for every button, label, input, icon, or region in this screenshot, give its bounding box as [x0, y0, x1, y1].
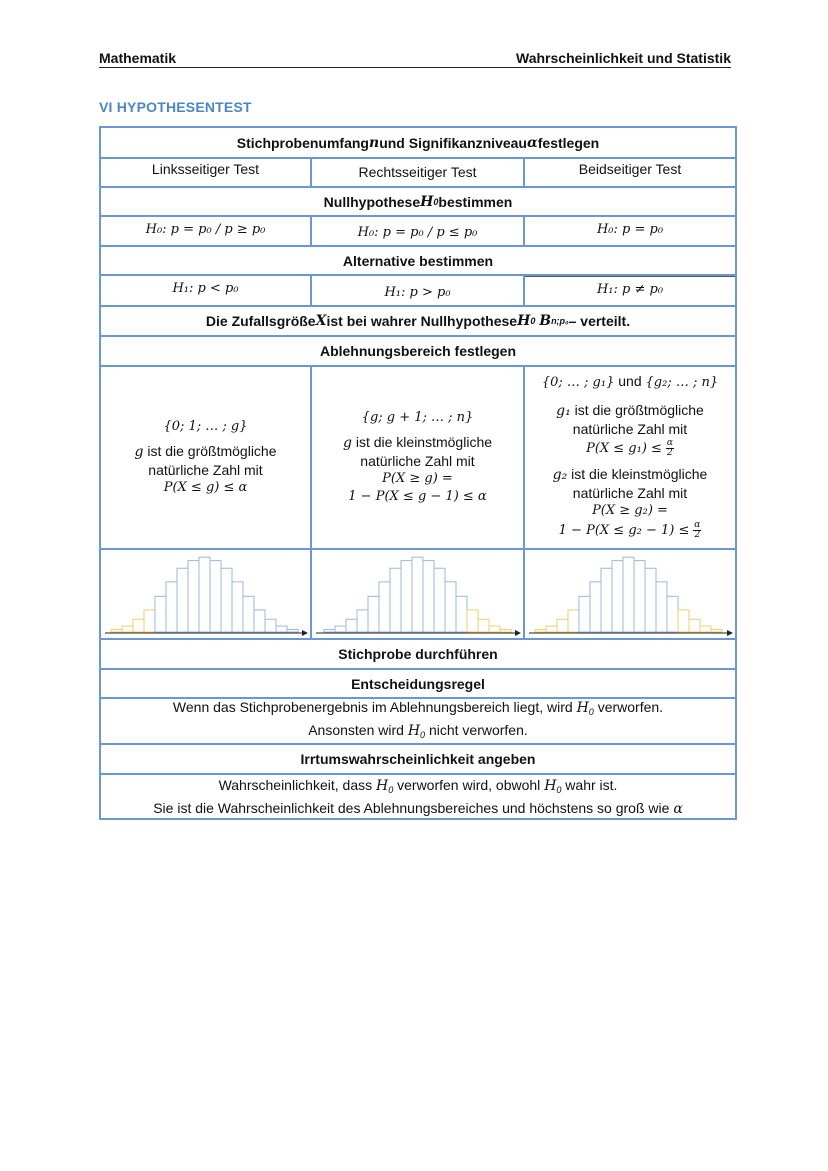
row-null-hypotheses — [101, 217, 735, 247]
row-rejection-heading — [101, 337, 735, 367]
acceptance-bar — [221, 568, 232, 632]
alt-hypothesis-left: H₁: p < p₀ — [101, 276, 312, 305]
error-heading: Irrtumswahrscheinlichkeit angeben — [300, 751, 536, 767]
rejection-bar — [133, 619, 144, 632]
row-null-heading — [101, 188, 735, 217]
rejection-middle — [312, 367, 525, 548]
acceptance-bar — [177, 568, 188, 632]
acceptance-bar — [379, 582, 390, 632]
alt-hypothesis-two-sided: H₁: p ≠ p₀ — [525, 276, 735, 305]
row-rejection-regions — [101, 367, 735, 550]
acceptance-bar — [390, 568, 401, 632]
rejection-left — [101, 367, 312, 548]
rejection-bar — [568, 610, 579, 632]
x-axis-arrow — [302, 630, 308, 636]
histogram-middle — [312, 550, 523, 638]
alt-hypothesis-right: H₁: p > p₀ — [312, 276, 525, 305]
acceptance-bar — [265, 619, 276, 632]
row-error-probability — [101, 775, 735, 818]
histogram-right — [525, 550, 735, 638]
rejection-bar — [489, 626, 500, 632]
row-sample — [101, 640, 735, 670]
rejection-bar — [122, 626, 133, 632]
rejection-bar — [700, 626, 711, 632]
acceptance-bar — [612, 561, 623, 632]
decision-heading: Entscheidungsregel — [351, 675, 485, 692]
acceptance-bar — [210, 561, 221, 632]
header-topic: Wahrscheinlichkeit und Statistik — [516, 50, 731, 66]
rejection-bar — [144, 610, 155, 632]
acceptance-bar — [634, 561, 645, 632]
acceptance-bar — [445, 582, 456, 632]
row-distribution — [101, 307, 735, 337]
acceptance-bar — [166, 582, 177, 632]
acceptance-bar — [456, 596, 467, 632]
acceptance-bar — [199, 557, 210, 632]
acceptance-bar — [623, 557, 634, 632]
acceptance-bar — [368, 596, 379, 632]
section-title: VI HYPOTHESENTEST — [99, 99, 252, 115]
hypothesis-test-table — [99, 126, 737, 820]
acceptance-bar — [287, 629, 298, 632]
rejection-bar — [557, 619, 568, 632]
null-hypothesis-right: H₀: p = p₀ / p ≤ p₀ — [312, 217, 525, 245]
rejection-left-text: g ist die größtmögliche natürliche Zahl mit P(X ≤ g) ≤ α — [134, 442, 277, 495]
rejection-bar — [711, 629, 722, 632]
rejection-two-sided — [525, 367, 735, 548]
acceptance-bar — [346, 619, 357, 632]
null-hypothesis-heading: Nullhypothese H 0 bestimmen — [323, 193, 513, 210]
rejection-bar — [478, 619, 489, 632]
alpha-half-fraction: $\frac{\alpha}{2}$ — [666, 437, 673, 458]
page-header — [99, 50, 731, 68]
rejection-heading: Ablehnungsbereich festlegen — [319, 343, 517, 359]
rejection-g2-text: g₂ ist die kleinstmögliche natürliche Zahl mit P(X ≥ g₂) = 1 − P(X ≤ g₂ − 1) ≤ $\frac{\alpha}{2}$ — [552, 466, 708, 540]
rejection-bar — [500, 629, 511, 632]
alternative-heading: Alternative bestimmen — [342, 252, 494, 269]
sample-heading: Stichprobe durchführen — [338, 646, 498, 662]
rejection-left-set: {0; 1; … ; g} — [163, 418, 248, 434]
row-test-types — [101, 159, 735, 188]
acceptance-bar — [324, 629, 335, 632]
acceptance-bar — [590, 582, 601, 632]
acceptance-bar — [601, 568, 612, 632]
acceptance-bar — [401, 561, 412, 632]
acceptance-bar — [423, 561, 434, 632]
acceptance-bar — [656, 582, 667, 632]
acceptance-bar — [232, 582, 243, 632]
rejection-bar — [111, 629, 122, 632]
row-error-heading — [101, 745, 735, 775]
x-axis-arrow — [727, 630, 733, 636]
null-hypothesis-two-sided: H₀: p = p₀ — [596, 222, 664, 237]
acceptance-bar — [667, 596, 678, 632]
distribution-statement: Die Zufallsgröße X ist bei wahrer Nullhypothese H 0 B n;p₀ – verteilt. — [205, 313, 631, 329]
row-alt-heading — [101, 247, 735, 276]
sample-size-heading: Stichprobenumfang n und Signifikanzniveau α festlegen — [236, 134, 600, 151]
test-type-left: Linksseitiger Test — [101, 159, 312, 186]
header-subject: Mathematik — [99, 50, 177, 66]
rejection-bar — [678, 610, 689, 632]
error-probability: Wahrscheinlichkeit, dass $H_0$ verworfen wird, obwohl $H_0$ wahr ist. Sie ist die Wahrscheinlichkeit des Ablehnungsbereiches und höchstens so groß wie α — [153, 776, 683, 817]
row-alternatives — [101, 276, 735, 307]
rejection-bar — [535, 629, 546, 632]
acceptance-bar — [645, 568, 656, 632]
histogram-left — [101, 550, 310, 638]
acceptance-bar — [412, 557, 423, 632]
rejection-bar — [689, 619, 700, 632]
acceptance-bar — [335, 626, 346, 632]
rejection-bar — [467, 610, 478, 632]
histogram-left-cell — [101, 550, 312, 638]
acceptance-bar — [243, 596, 254, 632]
rejection-middle-set: {g; g + 1; … ; n} — [361, 409, 474, 425]
rejection-g1-text: g₁ ist die größtmögliche natürliche Zahl mit P(X ≤ g₁) ≤ $\frac{\alpha}{2}$ — [556, 402, 704, 458]
test-type-right: Rechtsseitiger Test — [312, 159, 525, 186]
acceptance-bar — [434, 568, 445, 632]
rejection-two-sided-sets: {0; … ; g₁} und {g₂; … ; n} — [541, 373, 719, 390]
histogram-middle-cell — [312, 550, 525, 638]
test-type-two-sided: Beidseitiger Test — [578, 161, 682, 177]
row-decision-rule — [101, 699, 735, 745]
null-hypothesis-left: H₀: p = p₀ / p ≥ p₀ — [101, 217, 312, 245]
rejection-middle-text: g ist die kleinstmögliche natürliche Zahl mit P(X ≥ g) = 1 − P(X ≤ g − 1) ≤ α — [342, 433, 493, 504]
acceptance-bar — [276, 626, 287, 632]
histogram-right-cell — [525, 550, 735, 638]
rejection-bar — [546, 626, 557, 632]
alpha-half-fraction: $\frac{\alpha}{2}$ — [694, 519, 701, 540]
x-axis-arrow — [515, 630, 521, 636]
acceptance-bar — [579, 596, 590, 632]
row-histograms — [101, 550, 735, 640]
row-sample-size — [101, 128, 735, 159]
acceptance-bar — [155, 596, 166, 632]
row-decision-heading — [101, 670, 735, 699]
acceptance-bar — [357, 610, 368, 632]
acceptance-bar — [188, 561, 199, 632]
decision-rule: Wenn das Stichprobenergebnis im Ablehnungsbereich liegt, wird $H_0$ verworfen. Ansonsten wird $H_0$ nicht verworfen. — [172, 699, 664, 740]
acceptance-bar — [254, 610, 265, 632]
